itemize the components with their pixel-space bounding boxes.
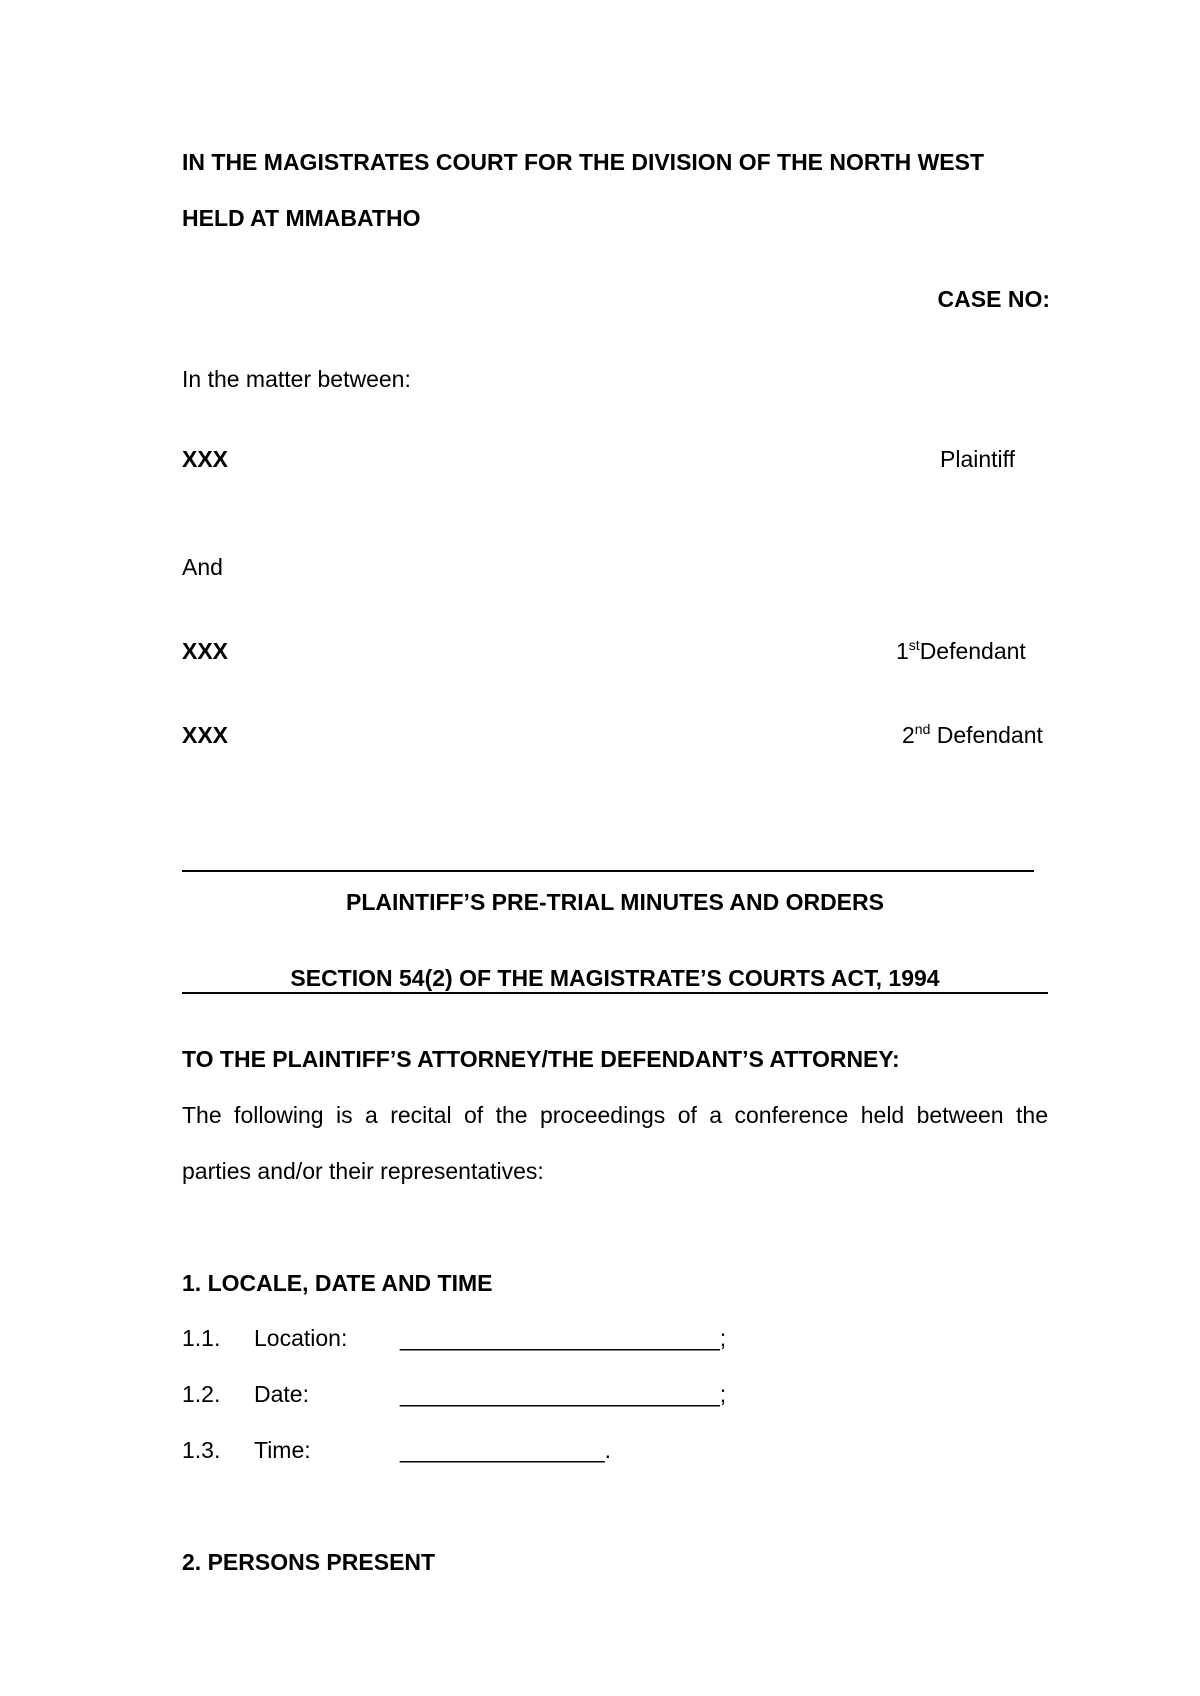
item-1-3-label: Time: — [254, 1437, 311, 1463]
time-field: ________________. — [400, 1437, 612, 1463]
item-1-3-number: 1.3. — [182, 1437, 221, 1463]
held-at: HELD AT MMABATHO — [182, 205, 421, 231]
defendant2-role: 2nd Defendant — [902, 721, 1043, 748]
item-1-2-label: Date: — [254, 1381, 309, 1407]
item-1-2-number: 1.2. — [182, 1381, 221, 1407]
recital-line-2: parties and/or their representatives: — [182, 1158, 544, 1184]
case-number-label: CASE NO: — [937, 286, 1050, 312]
recital-line-1: The following is a recital of the proceedings of a conference held between the — [182, 1102, 1048, 1128]
item-1-1-number: 1.1. — [182, 1325, 221, 1351]
court-heading: IN THE MAGISTRATES COURT FOR THE DIVISION OF THE NORTH WEST — [182, 149, 985, 175]
section1-heading: 1. LOCALE, DATE AND TIME — [182, 1270, 493, 1296]
addressee-heading: TO THE PLAINTIFF’S ATTORNEY/THE DEFENDANT’S ATTORNEY: — [182, 1046, 900, 1072]
document-title: PLAINTIFF’S PRE-TRIAL MINUTES AND ORDERS — [346, 889, 884, 915]
section2-heading: 2. PERSONS PRESENT — [182, 1549, 436, 1575]
defendant2-name: XXX — [182, 722, 229, 748]
defendant1-name: XXX — [182, 638, 229, 664]
document-subtitle: SECTION 54(2) OF THE MAGISTRATE’S COURTS ACT, 1994 — [290, 965, 940, 991]
and-connector: And — [182, 554, 223, 580]
top-divider — [182, 870, 1034, 872]
plaintiff-name: XXX — [182, 446, 229, 472]
subtitle-underline — [182, 992, 1048, 994]
date-field: _________________________; — [400, 1381, 727, 1407]
location-field: _________________________; — [400, 1325, 727, 1351]
plaintiff-role: Plaintiff — [940, 446, 1016, 472]
matter-intro: In the matter between: — [182, 366, 411, 392]
item-1-1-label: Location: — [254, 1325, 348, 1351]
defendant1-role: 1stDefendant — [896, 637, 1026, 664]
